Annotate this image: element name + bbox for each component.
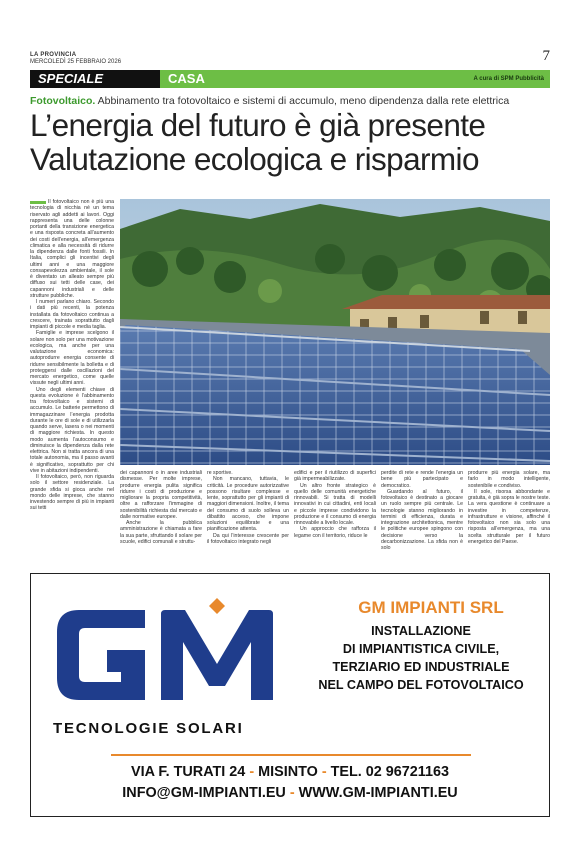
- separator: -: [289, 785, 299, 801]
- page-number: 7: [542, 48, 550, 64]
- issue-date: MERCOLEDÌ 25 FEBBRAIO 2026: [30, 59, 122, 65]
- paragraph: I numeri parlano chiaro. Secondo i dati più recenti, la potenza installata da fotovoltaico continua a crescere, trainata soprattutto dagli impianti di piccole e media taglia.: [30, 299, 114, 330]
- paragraph: Un approccio che rafforza il legame con il territorio, riduce le: [294, 526, 376, 539]
- section-sub-label: CASA: [168, 71, 205, 86]
- paragraph: Il fotovoltaico non è più una tecnologia di nicchia né un tema riservato agli addetti ai lavori. Oggi rappresenta una delle colonne portanti della transizione energetica e una risposta concreta all’aumento dei costi dell’energia, all’emergenza climatica e alla necessità di ridurre la dipendenza dalle fonti fossili. In Italia, complici gli incentivi degli ultimi anni e una maggiore consapevolezza ambientale, il sole è diventato un alleato sempre più diffuso sui tetti delle case, dei capannoni industriali e delle strutture pubbliche.: [30, 199, 114, 299]
- paragraph: dei capannoni o in aree industriali dismesse. Per molte imprese, produrre energia pulita significa ridurre i costi di produzione e migliorare la propria competitività, oltre a rafforzare l’immagine di sostenibilità richiesta dal mercato e dalle normative europee.: [120, 470, 202, 520]
- paragraph: perdite di rete e rende l’energia un bene più partecipato e democratico.: [381, 470, 463, 489]
- section-credit: A cura di SPM Pubblicità: [473, 76, 544, 82]
- ad-email-link[interactable]: INFO@GM-IMPIANTI.EU: [122, 785, 286, 801]
- newspaper-name: LA PROVINCIA: [30, 52, 77, 58]
- paragraph: Guardando al futuro, il fotovoltaico è destinato a giocare un ruolo sempre più centrale. Le tecnologie stanno migliorando in termini di efficienza, durata e integrazione architettonica, mentre le politiche europee spingono con decisione verso la decarbonizzazione. La sfida non è solo: [381, 488, 463, 551]
- ad-service-line: INSTALLAZIONE: [371, 624, 471, 638]
- paragraph: Un altro fronte strategico è quello delle comunità energetiche rinnovabili. Si tratta di modelli innovativi in cui cittadini, enti locali e piccole imprese condividono la produzione e il consumo di energia rinnovabile a livello locale.: [294, 482, 376, 526]
- ad-service-line: DI IMPIANTISTICA CIVILE,: [342, 642, 500, 656]
- masthead: [30, 52, 121, 66]
- ad-website-link[interactable]: WWW.GM-IMPIANTI.EU: [298, 785, 458, 801]
- paragraph: Il sole, risorsa abbondante e gratuita, è già sopra le nostre teste. La vera questione è continuare a investire in competenze, infrastrutture e visione, affinché il fotovoltaico non sia solo una risposta all’emergenza, ma una scelta strutturale per il futuro energetico del Paese.: [468, 488, 550, 545]
- separator: -: [321, 764, 331, 780]
- paragraph: produrre più energia solare, ma farlo in modo intelligente, sostenibile e condiviso.: [468, 470, 550, 489]
- paragraph: Da qui l’interesse crescente per il fotovoltaico integrato negli: [207, 532, 289, 545]
- headline-line-2: Valutazione ecologica e risparmio: [30, 141, 479, 177]
- article-column-1: [30, 199, 114, 512]
- ad-town: MISINTO: [258, 764, 318, 780]
- separator: -: [249, 764, 259, 780]
- ad-address: VIA F. TURATI 24: [130, 764, 246, 780]
- headline-line-1: L’energia del futuro è già presente: [30, 107, 486, 143]
- article-kicker: [30, 95, 509, 107]
- paragraph: Famiglie e imprese scelgono il solare non solo per una motivazione ecologica, ma anche per una valutazione economica: autoprodurre energia consente di ridurre sensibilmente la bolletta e di proteggersi dalle oscillazioni del mercato energetico, come quelle vissute negli ultimi anni.: [30, 330, 114, 387]
- paragraph: Non mancano, tuttavia, le criticità. Le procedure autorizzative possono risultare complesse e lente, soprattutto per gli impianti di maggiori dimensioni. Inoltre, il tema del consumo di suolo solleva un dibattito acceso, che impone soluzioni equilibrate e una pianificazione attenta.: [207, 476, 289, 533]
- article-column-6: [468, 470, 550, 545]
- paragraph: re sportive.: [207, 470, 233, 476]
- ad-service-line: NEL CAMPO DEL FOTOVOLTAICO: [318, 678, 524, 692]
- photo-illustration: [120, 199, 550, 465]
- gm-logo: [49, 592, 279, 716]
- section-bar: [30, 70, 550, 88]
- solar-roof-photo: [120, 199, 550, 465]
- paragraph: Anche la pubblica amministrazione è chiamata a fare la sua parte, sfruttando il solare per scuole, edifici comunali e struttu-: [120, 520, 202, 545]
- article-column-4: [294, 470, 376, 539]
- section-label: SPECIALE: [30, 70, 160, 88]
- article-headline: [30, 108, 550, 176]
- article-column-5: [381, 470, 463, 551]
- ad-tagline: TECNOLOGIE SOLARI: [53, 720, 244, 737]
- ad-service-line: TERZIARIO ED INDUSTRIALE: [332, 660, 510, 674]
- kicker-text: Abbinamento tra fotovoltaico e sistemi di accumulo, meno dipendenza dalla rete elettrica: [95, 95, 510, 107]
- paragraph: Il fotovoltaico, però, non riguarda solo il settore residenziale. La grande sfida si gioca anche nel mondo delle imprese, che stanno investendo sempre di più in impianti sui tetti: [30, 474, 114, 512]
- section-sub: [160, 70, 550, 88]
- advertisement: [30, 573, 550, 817]
- kicker-keyword: Fotovoltaico.: [30, 95, 96, 107]
- ad-phone: TEL. 02 96721163: [330, 764, 450, 780]
- paragraph: edifici e per il riutilizzo di superfici già impermeabilizzate.: [294, 470, 376, 483]
- ad-company-name: GM IMPIANTI SRL: [358, 598, 504, 617]
- ad-service-description: [299, 622, 543, 694]
- article-column-3: [207, 470, 289, 545]
- ad-divider: [111, 754, 471, 756]
- ad-contacts: [31, 762, 549, 804]
- paragraph: Uno degli elementi chiave di questa evoluzione è l’abbinamento tra fotovoltaico e sistemi di accumulo. Le batterie permettono di immagazzinare l’energia prodotta durante le ore di sole e di utilizzarla quando serve, lasera o nei momenti di maggiore richiesta. In questo modo aumenta l’autoconsumo e diminuisce la dipendenza dalla rete elettrica. Non si tratta ancora di una totale autonomia, ma il passo avanti è significativo, soprattutto per chi vive in abitazioni indipendenti.: [30, 386, 114, 474]
- article-column-2: [120, 470, 202, 545]
